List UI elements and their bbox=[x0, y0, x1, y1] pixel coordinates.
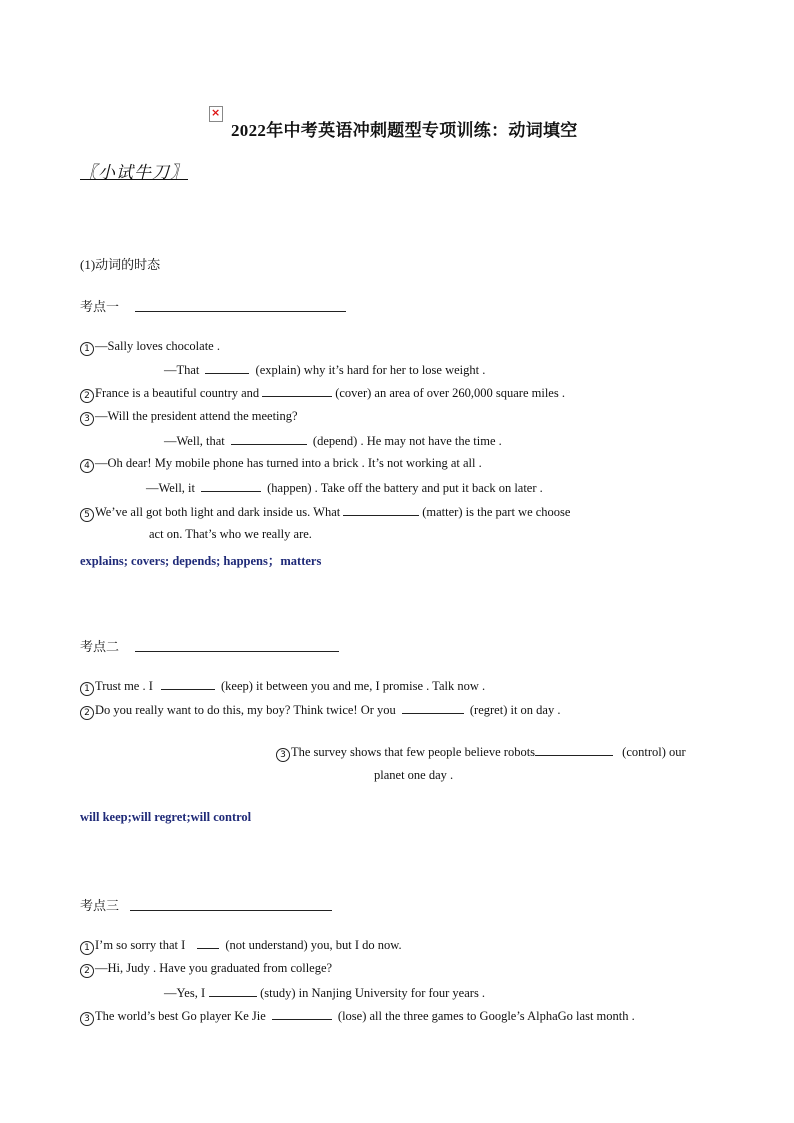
s3-q2-blank[interactable] bbox=[209, 985, 257, 997]
s1-q1-blank[interactable] bbox=[205, 362, 249, 374]
s2-q2-post: (regret) it on day . bbox=[469, 703, 561, 717]
s1-q1-number: 1 bbox=[80, 342, 94, 356]
s2-q2 bbox=[80, 702, 560, 720]
section2-label: 考点二 bbox=[80, 639, 120, 654]
s3-q1-pre: I’m so sorry that I bbox=[95, 938, 186, 952]
s1-q1-pre: —That bbox=[164, 363, 200, 377]
s1-q5-line1 bbox=[80, 504, 570, 522]
s1-q4-line2 bbox=[146, 480, 543, 496]
s2-q1-post: (keep) it between you and me, I promise . Talk now . bbox=[221, 679, 486, 693]
page-title: 2022年中考英语冲刺题型专项训练：动词填空 bbox=[231, 121, 578, 140]
part-heading: (1)动词的时态 bbox=[80, 257, 161, 272]
s1-q2 bbox=[80, 385, 565, 403]
s3-q1-blank[interactable] bbox=[197, 937, 219, 949]
s2-q3-post: (control) our bbox=[622, 745, 686, 759]
s1-q3-blank[interactable] bbox=[231, 433, 307, 445]
s2-q3-number: 3 bbox=[276, 748, 290, 762]
s3-q3-number: 3 bbox=[80, 1012, 94, 1026]
s3-q2-text: —Hi, Judy . Have you graduated from college? bbox=[95, 961, 333, 975]
section3-label: 考点三 bbox=[80, 898, 120, 913]
s1-q5-blank[interactable] bbox=[343, 504, 419, 516]
section-subtitle: 〖小试牛刀〗 bbox=[80, 163, 188, 182]
s2-q2-pre: Do you really want to do this, my boy? Think twice! Or you bbox=[95, 703, 396, 717]
section1-label: 考点一 bbox=[80, 299, 120, 314]
s1-q4-number: 4 bbox=[80, 459, 94, 473]
s1-q3-line1 bbox=[80, 409, 298, 426]
s2-q3-blank[interactable] bbox=[535, 744, 613, 756]
s2-answer: will keep;will regret;will control bbox=[80, 810, 252, 824]
s1-q1-line2 bbox=[164, 362, 485, 378]
s1-answer: explains; covers; depends; happens；matters bbox=[80, 554, 322, 568]
s2-q1 bbox=[80, 678, 485, 696]
s3-q1-number: 1 bbox=[80, 941, 94, 955]
s3-q2-post: (study) in Nanjing University for four years . bbox=[260, 986, 486, 1000]
s1-q2-post: (cover) an area of over 260,000 square miles . bbox=[335, 386, 565, 400]
s1-q5-pre: We’ve all got both light and dark inside us. What bbox=[95, 505, 341, 519]
s3-q3 bbox=[80, 1008, 635, 1026]
s1-q1-text: —Sally loves chocolate . bbox=[95, 339, 220, 353]
s2-q2-number: 2 bbox=[80, 706, 94, 720]
s1-q4-text: —Oh dear! My mobile phone has turned into a brick . It’s not working at all . bbox=[95, 456, 482, 470]
s1-q4-line1 bbox=[80, 456, 482, 473]
s3-q3-blank[interactable] bbox=[272, 1008, 332, 1020]
s2-q3-line1 bbox=[276, 744, 686, 762]
s1-q5-line2: act on. That’s who we really are. bbox=[149, 527, 312, 541]
s1-q4-post: (happen) . Take off the battery and put it back on later . bbox=[267, 481, 543, 495]
section1-heading-blank bbox=[135, 311, 346, 312]
s1-q5-post: (matter) is the part we choose bbox=[422, 505, 571, 519]
s2-q1-pre: Trust me . I bbox=[95, 679, 153, 693]
s3-q2-line1 bbox=[80, 961, 332, 978]
s1-q3-pre: —Well, that bbox=[164, 434, 225, 448]
s1-q2-number: 2 bbox=[80, 389, 94, 403]
s3-q3-post: (lose) all the three games to Google’s AlphaGo last month . bbox=[337, 1009, 635, 1023]
s2-q2-blank[interactable] bbox=[402, 702, 464, 714]
broken-image-icon bbox=[209, 106, 223, 122]
s1-q2-pre: France is a beautiful country and bbox=[95, 386, 260, 400]
s1-q5-number: 5 bbox=[80, 508, 94, 522]
s1-q1-line1 bbox=[80, 339, 220, 356]
s3-q1-post: (not understand) you, but I do now. bbox=[225, 938, 402, 952]
s2-q3-line2: planet one day . bbox=[374, 768, 454, 782]
s3-q2-pre: —Yes, I bbox=[164, 986, 206, 1000]
section3-heading-blank bbox=[130, 910, 332, 911]
s1-q3-text: —Will the president attend the meeting? bbox=[95, 409, 298, 423]
s2-q3-pre: The survey shows that few people believe robots bbox=[291, 745, 536, 759]
s1-q1-post: (explain) why it’s hard for her to lose weight . bbox=[255, 363, 486, 377]
s3-q2-line2 bbox=[164, 985, 485, 1001]
s3-q2-number: 2 bbox=[80, 964, 94, 978]
s1-q3-post: (depend) . He may not have the time . bbox=[312, 434, 502, 448]
s3-q3-pre: The world’s best Go player Ke Jie bbox=[95, 1009, 266, 1023]
s1-q2-blank[interactable] bbox=[262, 385, 332, 397]
s3-q1 bbox=[80, 937, 402, 955]
s2-q1-number: 1 bbox=[80, 682, 94, 696]
s1-q4-blank[interactable] bbox=[201, 480, 261, 492]
s2-q1-blank[interactable] bbox=[161, 678, 215, 690]
s1-q3-number: 3 bbox=[80, 412, 94, 426]
section2-heading-blank bbox=[135, 651, 339, 652]
s1-q3-line2 bbox=[164, 433, 502, 449]
s1-q4-pre: —Well, it bbox=[146, 481, 195, 495]
